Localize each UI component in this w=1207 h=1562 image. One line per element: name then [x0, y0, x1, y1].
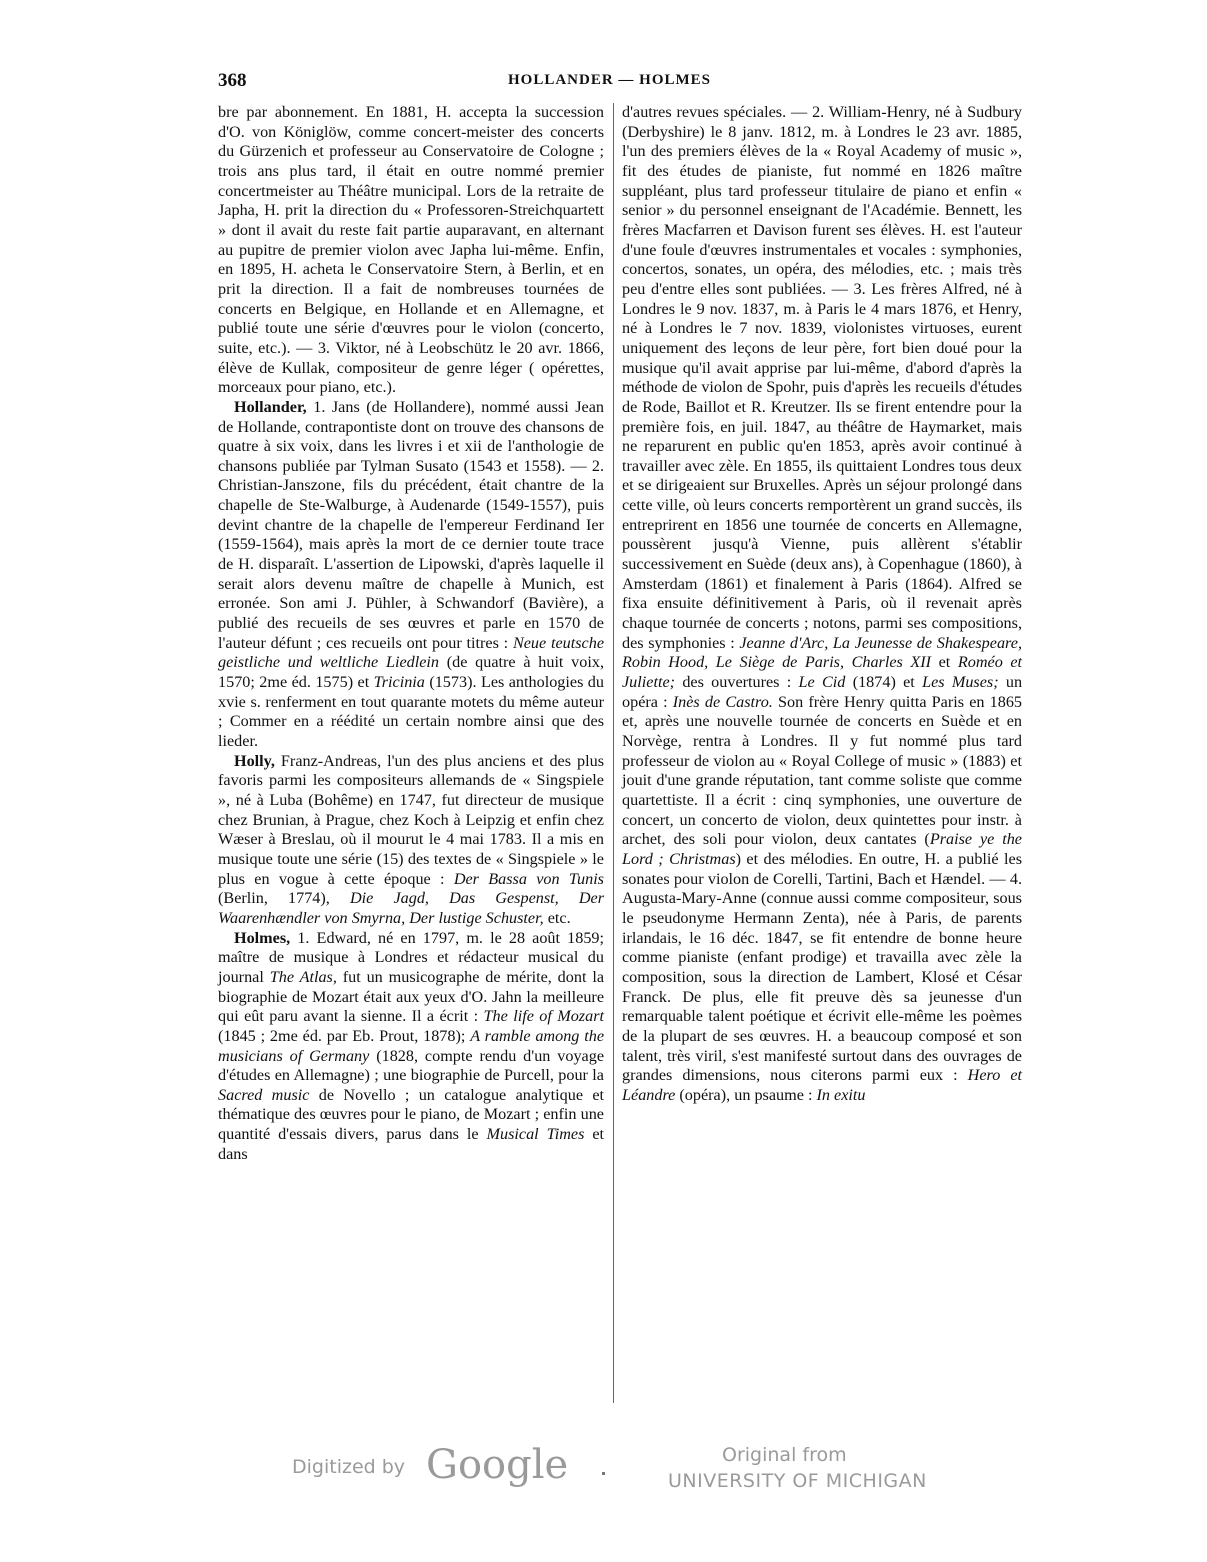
left-column	[218, 103, 604, 1164]
headword: Holmes,	[234, 928, 291, 947]
google-logo: Google	[426, 1442, 569, 1488]
original-from-label: Original from	[722, 1444, 847, 1466]
headword: Holly,	[234, 751, 275, 770]
running-head: HOLLANDER — HOLMES	[508, 72, 712, 88]
right-column	[622, 103, 1022, 1105]
digitization-watermark	[0, 1438, 1207, 1508]
entry-hollander: Hollander, 1. Jans (de Hollandere), nommé aussi Jean de Hollande, contrapontiste dont on trouve des chansons de quatre à six voix, dans les livres i et xii de l'anthologie de chansons publiée par Tylman Susato (1543 et 1558). — 2. Christian-Janszone, fils du précédent, était chantre de la chapelle de Ste-Walburge, à Audenarde (1549-1557), puis devint chantre de la chapelle de l'empereur Ferdinand Ier (1559-1564), mais après la mort de ce dernier toute trace de H. disparaît. L'assertion de Lipowski, d'après laquelle il serait alors devenu maître de chapelle à Munich, est erronée. Son ami J. Pühler, à Schwandorf (Bavière), a publié des recueils de ses œuvres et parle en 1570 de l'auteur défunt ; ces recueils ont pour titres : Neue teutsche geistliche und weltliche Liedlein (de quatre à huit voix, 1570; 2me éd. 1575) et Tricinia (1573). Les anthologies du xvie s. renferment en tout quarante motets du même auteur ; Commer en a réédité un certain nombre ainsi que des lieder.	[218, 397, 605, 750]
university-label: UNIVERSITY OF MICHIGAN	[668, 1470, 927, 1492]
page-number: 368	[218, 70, 247, 91]
separator-dot	[602, 1472, 605, 1475]
page-header	[218, 70, 1024, 94]
entry-holly: Holly, Franz-Andreas, l'un des plus anciens et des plus favoris parmi les compositeurs allemands de « Singspiele », né à Luba (Bohême) en 1747, fut directeur de musique chez Brunian, à Prague, chez Koch à Leipzig et enfin chez Wæser à Breslau, où il mourut le 4 mai 1783. Il a mis en musique toute une série (15) des textes de « Singspiele » le plus en vogue à cette époque : Der Bassa von Tunis (Berlin, 1774), Die Jagd, Das Gespenst, Der Waarenhændler von Smyrna, Der lustige Schuster, etc.	[218, 751, 604, 927]
headword: Hollander,	[234, 397, 307, 416]
digitized-by-label: Digitized by	[292, 1456, 406, 1478]
continuation-holmes: d'autres revues spéciales. — 2. William-Henry, né à Sudbury (Derbyshire) le 8 janv. 1812, m. à Londres le 23 avr. 1885, l'un des premiers élèves de la « Royal Academy of music », fit des études de pianiste, fut nommé en 1826 maître suppléant, plus tard professeur titulaire de piano et enfin « senior » du personnel enseignant de l'Académie. Bennett, les frères Macfarren et Davison furent ses élèves. H. est l'auteur d'une foule d'œuvres instrumentales et vocales : symphonies, concertos, sonates, un opéra, des mélodies, etc. ; mais très peu d'entre elles sont publiées. — 3. Les frères Alfred, né à Londres le 9 nov. 1837, m. à Paris le 4 mars 1876, et Henry, né à Londres le 7 nov. 1839, violonistes virtuoses, eurent uniquement des leçons de leur père, fort bien doué pour la musique qu'il avait apprise par lui-même, d'abord d'après la méthode de violon de Spohr, puis d'après les recueils d'études de Rode, Baillot et R. Kreutzer. Ils se firent entendre pour la première fois, en juil. 1847, au théâtre de Haymarket, mais ne reparurent en public qu'en 1853, après avoir continué à travailler avec zèle. En 1855, ils quittaient Londres tous deux et se dirigeaient sur Bruxelles. Après un séjour prolongé dans cette ville, où leurs concerts remportèrent un grand succès, ils entreprirent en 1856 une tournée de concerts en Allemagne, poussèrent jusqu'à Vienne, puis allèrent s'établir successivement en Suède (deux ans), à Copenhague (1860), à Amsterdam (1861) et finalement à Paris (1864). Alfred se fixa ensuite définitivement à Paris, où il revenait après chaque tournée de concerts ; notons, parmi ses compositions, des symphonies : Jeanne d'Arc, La Jeunesse de Shakespeare, Robin Hood, Le Siège de Paris, Charles XII et Roméo et Juliette; des ouvertures : Le Cid (1874) et Les Muses; un opéra : Inès de Castro. Son frère Henry quitta Paris en 1865 et, après une nouvelle tournée de concerts en Suède et en Norvège, rentra à Londres. Il y fut nommé plus tard professeur de violon au « Royal College of music » (1883) et jouit d'une grande réputation, tant comme soliste que comme quartettiste. Il a écrit : cinq symphonies, une ouverture de concert, un concerto de violon, deux quintettes pour instr. à archet, des soli pour violon, deux cantates (Praise ye the Lord ; Christmas) et des mélodies. En outre, H. a publié les sonates pour violon de Corelli, Tartini, Bach et Hændel. — 4. Augusta-Mary-Anne (connue aussi comme compositeur, sous le pseudonyme Hermann Zenta), née à Paris, de parents irlandais, le 16 déc. 1847, se fit entendre de bonne heure comme pianiste (enfant prodige) et travailla avec zèle la composition, sous la direction de Lambert, Klosé et César Franck. De plus, elle fit preuve dès sa jeunesse d'un remarquable talent poétique et écrivit elle-même les poèmes de la plupart de ses œuvres. H. a beaucoup composé et son talent, très viril, s'est manifesté surtout dans des ouvrages de grandes dimensions, nous citerons parmi eux : Hero et Léandre (opéra), un psaume : In exitu	[622, 103, 1023, 1104]
entry-holmes: Holmes, 1. Edward, né en 1797, m. le 28 août 1859; maître de musique à Londres et rédacteur musical du journal The Atlas, fut un musicographe de mérite, dont la biographie de Mozart était aux yeux d'O. Jahn la meilleure qui eût paru avant la sienne. Il a écrit : The life of Mozart (1845 ; 2me éd. par Eb. Prout, 1878); A ramble among the musicians of Germany (1828, compte rendu d'un voyage d'études en Allemagne) ; une biographie de Purcell, pour la Sacred music de Novello ; un catalogue analytique et thématique des œuvres pour le piano, de Mozart ; enfin une quantité d'essais divers, parus dans le Musical Times et dans	[218, 928, 605, 1163]
continuation-paragraph: bre par abonnement. En 1881, H. accepta la succession d'O. von Königlöw, comme concert-meister des concerts du Gürzenich et professeur au Conservatoire de Cologne ; trois ans plus tard, il était en outre nommé premier concertmeister au Théâtre municipal. Lors de la retraite de Japha, H. prit la direction du « Professoren-Streichquartett » dont il avait du reste fait partie auparavant, en alternant au pupitre de premier violon avec Japha lui-même. Enfin, en 1895, H. acheta le Conservatoire Stern, à Berlin, et en prit la direction. Il a fait de nombreuses tournées de concerts en Belgique, en Hollande et en Allemagne, et publié toute une série d'œuvres pour le violon (concerto, suite, etc.). — 3. Viktor, né à Leobschütz le 20 avr. 1866, élève de Kullak, compositeur de genre léger ( opérettes, morceaux pour piano, etc.).	[218, 103, 604, 397]
column-divider	[613, 103, 614, 1403]
